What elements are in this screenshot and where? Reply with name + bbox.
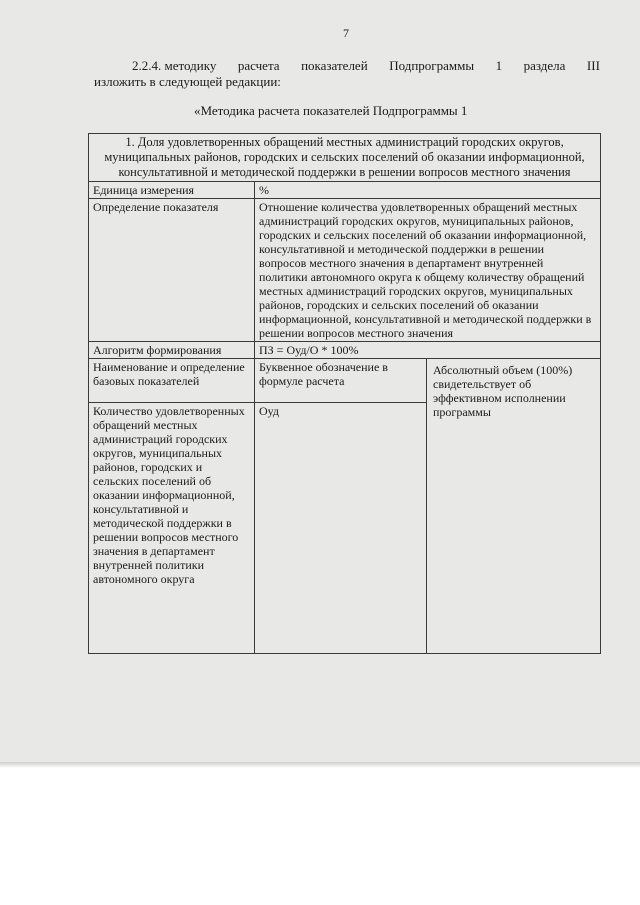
- unit-value: %: [255, 182, 601, 199]
- algorithm-value: ПЗ = Оуд/О * 100%: [255, 342, 601, 359]
- intro-line-1: [94, 58, 600, 74]
- base-indicator-name: Количество удовлетворенных обращений местных администраций городских округов, муниципальных районов, городских и сельских поселений об оказании информационной, консультативной и методической поддержки в решении вопросов местного значения в департамент внутренней политики автономного округа: [89, 403, 255, 654]
- intro-word: 2.2.4. методику: [132, 58, 217, 73]
- table-row: [89, 359, 601, 403]
- base-name-label: Наименование и определение базовых показателей: [89, 359, 255, 403]
- intro-line-2: изложить в следующей редакции:: [94, 74, 281, 89]
- intro-word: расчета: [237, 58, 280, 73]
- efficiency-note: [427, 359, 601, 654]
- intro-word: III: [586, 58, 600, 73]
- methodology-table: [88, 133, 601, 654]
- letter-label: Буквенное обозначение в формуле расчета: [255, 359, 427, 403]
- indicator-header: 1. Доля удовлетворенных обращений местных администраций городских округов, муниципальных районов, городских и сельских поселений об оказании информационной, консультативной и методической поддержки в решении вопросов местного значения: [89, 134, 601, 182]
- page-number: 7: [343, 26, 349, 40]
- table-row: [89, 134, 601, 182]
- table-row: [89, 342, 601, 359]
- intro-paragraph: [94, 58, 600, 90]
- table-row: [89, 182, 601, 199]
- base-indicator-letter: Оуд: [255, 403, 427, 654]
- intro-word: раздела: [523, 58, 566, 73]
- efficiency-note-text: Абсолютный объем (100%) свидетельствует об эффективном исполнении программы: [433, 363, 573, 419]
- page-edge-shadow: [0, 762, 640, 768]
- definition-label: Определение показателя: [89, 199, 255, 342]
- table-row: [89, 199, 601, 342]
- unit-label: Единица измерения: [89, 182, 255, 199]
- intro-word: 1: [495, 58, 503, 73]
- intro-word: Подпрограммы: [389, 58, 475, 73]
- algorithm-label: Алгоритм формирования: [89, 342, 255, 359]
- method-title: «Методика расчета показателей Подпрограммы 1: [194, 103, 468, 118]
- definition-value: Отношение количества удовлетворенных обращений местных администраций городских округов, муниципальных районов, городских и сельских поселений об оказании информационной, консультативной и методической поддержки в решении вопросов местного значения в департамент внутренней политики автономного округа к общему количеству обращений местных администраций городских округов, муниципальных районов, городских и сельских поселений об оказании информационной, консультативной и методической поддержки в решении вопросов местного значения: [255, 199, 601, 342]
- intro-word: показателей: [301, 58, 368, 73]
